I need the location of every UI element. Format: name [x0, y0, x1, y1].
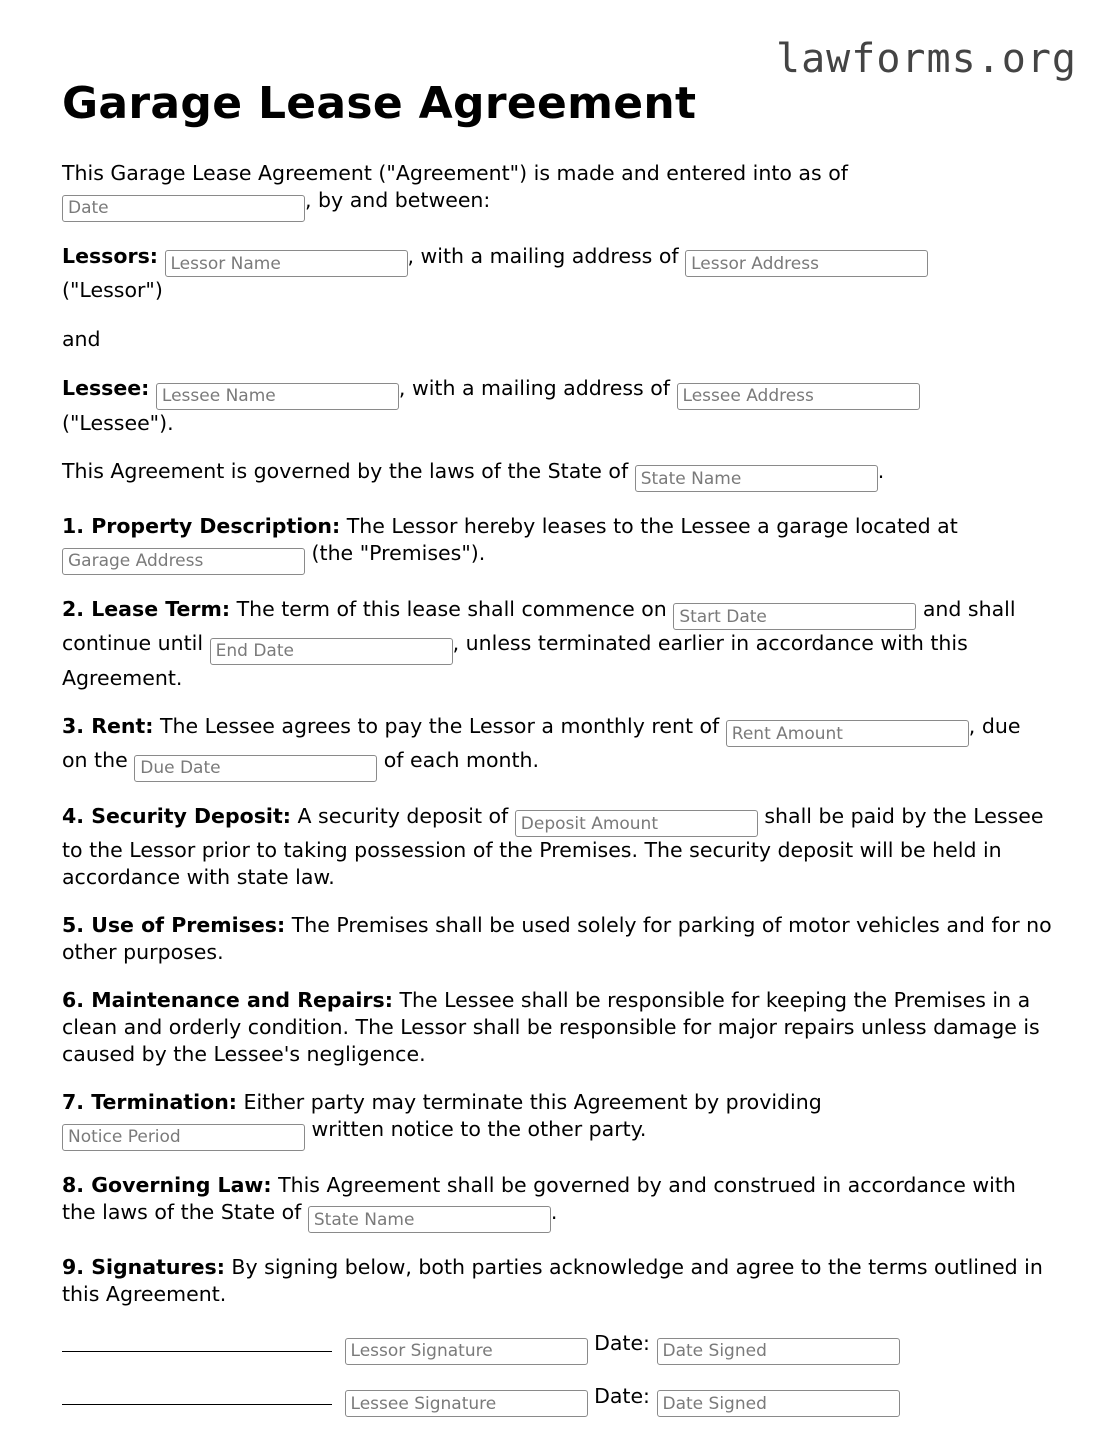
lessor-paragraph	[62, 243, 1052, 305]
lessor-date-signed-field[interactable]	[657, 1338, 900, 1365]
lessor-mid-text: , with a mailing address of	[407, 243, 679, 268]
governing-state-field[interactable]	[308, 1206, 551, 1233]
rent-text-mid: , due on the	[62, 713, 1021, 772]
page-title: Garage Lease Agreement	[62, 78, 697, 129]
rent-amount-field[interactable]	[726, 720, 969, 747]
lessee-address-field[interactable]	[677, 383, 920, 410]
lessee-date-label: Date:	[594, 1383, 650, 1408]
lessor-signature-row	[62, 1330, 1052, 1365]
term-heading: 2. Lease Term:	[62, 596, 231, 621]
lessee-paragraph	[62, 375, 1052, 437]
end-date-field[interactable]	[210, 638, 453, 665]
notice-period-field[interactable]	[62, 1124, 305, 1151]
lessee-signature-field[interactable]	[345, 1390, 588, 1417]
lessor-name-field[interactable]	[165, 250, 408, 277]
governed-paragraph	[62, 458, 1052, 493]
termination-text-end: written notice to the other party.	[311, 1117, 647, 1141]
signatures-heading: 9. Signatures:	[62, 1255, 225, 1279]
governing-law-text: This Agreement shall be governed by and construed in accordance with the laws of the State of	[62, 1172, 1016, 1224]
lessor-label: Lessors:	[62, 243, 158, 268]
section-property	[62, 513, 1052, 575]
lessee-signature-line	[62, 1384, 332, 1405]
term-text-end: , unless terminated earlier in accordance with this Agreement.	[62, 631, 968, 690]
use-heading: 5. Use of Premises:	[62, 913, 286, 937]
governing-law-end: .	[550, 1199, 558, 1224]
intro-text-end: , by and between:	[305, 188, 491, 212]
maintenance-text: The Lessee shall be responsible for keeping the Premises in a clean and orderly condition. The Lessor shall be responsible for major repairs unless damage is caused by the Lessee's negligence.	[62, 988, 1040, 1066]
lessee-mid-text: , with a mailing address of	[398, 376, 670, 400]
and-text: and	[62, 327, 101, 351]
section-term	[62, 596, 1052, 692]
termination-heading: 7. Termination:	[62, 1090, 237, 1114]
lessee-suffix: ("Lessee").	[62, 410, 174, 435]
agreement-date-field[interactable]	[62, 195, 305, 222]
lessor-signature-line	[62, 1331, 332, 1352]
signatures-text: By signing below, both parties acknowledge and agree to the terms outlined in this Agreement.	[62, 1255, 1043, 1306]
deposit-amount-field[interactable]	[515, 810, 758, 837]
intro-text: This Garage Lease Agreement ("Agreement") is made and entered into as of	[62, 161, 848, 185]
garage-address-field[interactable]	[62, 548, 305, 575]
section-maintenance	[62, 987, 1052, 1068]
deposit-text: A security deposit of	[297, 803, 509, 828]
governed-text: This Agreement is governed by the laws of the State of	[62, 458, 629, 483]
lessee-signature-row	[62, 1383, 1052, 1418]
deposit-text-end: shall be paid by the Lessee to the Lessor prior to taking possession of the Premises. The security deposit will be held in accordance with state law.	[62, 803, 1044, 889]
section-deposit	[62, 803, 1052, 892]
governed-state-field[interactable]	[635, 465, 878, 492]
lessee-date-signed-field[interactable]	[657, 1390, 900, 1417]
section-rent	[62, 713, 1052, 782]
termination-text: Either party may terminate this Agreement by providing	[243, 1090, 822, 1114]
lessee-label: Lessee:	[62, 376, 150, 400]
governing-law-heading: 8. Governing Law:	[62, 1172, 272, 1197]
section-governing-law	[62, 1172, 1052, 1234]
lessor-suffix: ("Lessor")	[62, 278, 163, 302]
property-heading: 1. Property Description:	[62, 514, 341, 538]
section-termination	[62, 1089, 1052, 1151]
deposit-heading: 4. Security Deposit:	[62, 803, 291, 828]
rent-text: The Lessee agrees to pay the Lessor a monthly rent of	[160, 713, 720, 738]
governed-end: .	[877, 458, 885, 483]
due-date-field[interactable]	[134, 755, 377, 782]
term-text: The term of this lease shall commence on	[236, 596, 667, 621]
section-use	[62, 912, 1052, 966]
rent-heading: 3. Rent:	[62, 713, 154, 738]
use-text: The Premises shall be used solely for parking of motor vehicles and for no other purposes.	[62, 913, 1052, 964]
brand-logo: lawforms.org	[776, 36, 1077, 82]
maintenance-heading: 6. Maintenance and Repairs:	[62, 988, 393, 1012]
lessee-name-field[interactable]	[156, 383, 399, 410]
intro-paragraph	[62, 160, 1052, 222]
agreement-body	[62, 160, 1052, 1435]
lessor-address-field[interactable]	[685, 250, 928, 277]
section-signatures	[62, 1254, 1052, 1308]
lessor-signature-field[interactable]	[345, 1338, 588, 1365]
rent-text-end: of each month.	[383, 748, 540, 772]
start-date-field[interactable]	[673, 603, 916, 630]
property-text-end: (the "Premises").	[311, 541, 486, 565]
lessor-date-label: Date:	[594, 1331, 650, 1355]
term-text-mid: and shall continue until	[62, 596, 1016, 655]
property-text: The Lessor hereby leases to the Lessee a garage located at	[346, 514, 958, 538]
